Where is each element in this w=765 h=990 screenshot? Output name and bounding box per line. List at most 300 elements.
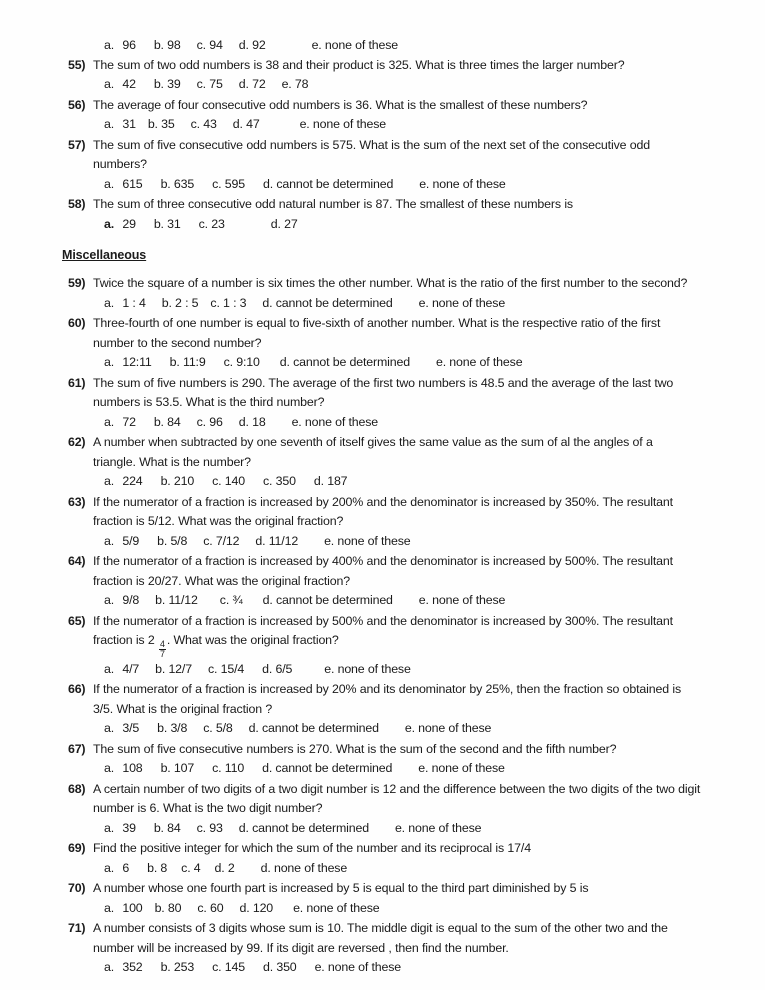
fraction-line-suffix: . What was the original fraction?	[166, 633, 339, 647]
option-a[interactable]	[104, 660, 139, 680]
option-label: a.	[104, 38, 118, 52]
question-number: 55)	[68, 57, 86, 72]
option-value: 595	[224, 176, 245, 191]
option-value: cannot be determined	[275, 295, 393, 310]
option-value: 140	[224, 474, 245, 488]
option-value: 5/8	[215, 721, 233, 736]
option-value: 350	[276, 960, 297, 975]
option-label: c.	[190, 117, 204, 131]
option-label: b.	[153, 38, 168, 52]
question-continuation-line	[56, 512, 725, 532]
option-a[interactable]	[104, 215, 136, 235]
option-a[interactable]	[104, 719, 139, 739]
option-a[interactable]	[104, 115, 136, 135]
question-block	[56, 96, 725, 135]
option-value: none of these	[431, 295, 506, 310]
option-label: b.	[153, 216, 168, 231]
options-row-67	[56, 759, 725, 779]
option-label: b.	[154, 900, 168, 915]
option-e[interactable]	[300, 115, 386, 135]
option-value: 9/8	[122, 593, 140, 607]
option-label: d.	[255, 533, 269, 548]
option-e[interactable]	[293, 899, 379, 919]
option-c[interactable]	[208, 660, 244, 680]
option-value: 8	[160, 860, 168, 875]
option-c[interactable]	[197, 413, 223, 433]
option-label: a.	[104, 176, 118, 191]
option-b[interactable]	[155, 591, 198, 611]
option-value: 92	[252, 38, 266, 52]
question-text: numbers?	[93, 157, 147, 171]
option-value: ¾	[232, 593, 243, 607]
options-row-66	[56, 719, 725, 739]
option-value: 47	[246, 117, 260, 131]
question-continuation-line	[56, 155, 725, 175]
option-a[interactable]	[104, 413, 136, 433]
options-row-69	[56, 859, 725, 879]
question-continuation-line	[56, 453, 725, 473]
option-label: e.	[418, 761, 432, 776]
question-number: 64)	[68, 554, 86, 568]
option-b[interactable]	[170, 353, 206, 373]
option-b[interactable]	[147, 859, 167, 879]
option-d[interactable]	[263, 175, 393, 195]
option-label: b.	[160, 960, 174, 975]
option-value: 187	[327, 474, 348, 488]
option-value: none of these	[337, 533, 411, 548]
option-value: 42	[122, 77, 136, 91]
option-a[interactable]	[104, 819, 136, 839]
option-label: a.	[104, 474, 118, 488]
option-e[interactable]	[419, 591, 505, 611]
questions-group-before-heading	[56, 56, 725, 235]
option-c[interactable]	[197, 899, 223, 919]
question-block	[56, 552, 725, 611]
options-row-70	[56, 899, 725, 919]
question-text: number to the second number?	[93, 335, 262, 350]
option-label: b.	[157, 721, 171, 736]
question-text: A number whose one fourth part is increased by 5 is equal to the third part diminished by 5 is	[93, 881, 589, 896]
option-value: 35	[161, 117, 175, 131]
option-a[interactable]	[104, 859, 129, 879]
option-a[interactable]	[104, 899, 143, 919]
question-first-line	[56, 56, 725, 76]
option-value: 93	[209, 820, 223, 835]
option-b[interactable]	[155, 899, 182, 919]
option-label: d.	[262, 593, 276, 607]
option-value: 72	[252, 77, 266, 91]
option-label: c.	[212, 474, 225, 488]
question-block	[56, 740, 725, 779]
option-c[interactable]	[197, 36, 223, 56]
option-e[interactable]	[324, 660, 410, 680]
option-label: c.	[212, 761, 225, 776]
question-block	[56, 780, 725, 839]
question-first-line	[56, 552, 725, 572]
options-row-60	[56, 353, 725, 373]
option-label: b.	[160, 761, 174, 776]
option-d[interactable]	[249, 719, 379, 739]
option-value: 80	[167, 900, 182, 915]
option-label: e.	[418, 295, 432, 310]
option-b[interactable]	[154, 36, 181, 56]
option-label: c.	[210, 295, 224, 310]
option-label: b.	[155, 593, 169, 607]
option-label: a.	[104, 820, 118, 835]
option-value: 31	[167, 216, 181, 231]
question-block	[56, 919, 725, 978]
question-number: 62)	[68, 435, 86, 449]
option-label: d.	[248, 721, 262, 736]
option-b[interactable]	[154, 413, 181, 433]
option-e[interactable]	[292, 413, 378, 433]
option-value: none of these	[432, 593, 506, 607]
option-value: 5/8	[170, 533, 188, 548]
option-c[interactable]	[199, 215, 225, 235]
question-text: If the numerator of a fraction is increased by 400% and the denominator is increased by 500%. The resultant	[93, 554, 673, 568]
option-label: e.	[404, 721, 419, 736]
options-row-59	[56, 294, 725, 314]
option-d[interactable]	[262, 759, 392, 779]
option-value: 6/5	[275, 661, 293, 676]
option-label: e.	[299, 117, 313, 131]
option-value: 110	[224, 761, 245, 776]
option-a[interactable]	[104, 759, 143, 779]
question-first-line	[56, 314, 725, 334]
question-text	[93, 631, 725, 660]
option-e[interactable]	[405, 719, 491, 739]
option-c[interactable]	[212, 175, 245, 195]
option-d[interactable]	[215, 859, 235, 879]
question-text: number will be increased by 99. If its digit are reversed , then find the number.	[93, 940, 509, 955]
option-label: e.	[281, 77, 295, 91]
option-value: 84	[167, 820, 181, 835]
option-b[interactable]	[162, 294, 199, 314]
options-row-56	[56, 115, 725, 135]
option-c[interactable]	[197, 819, 223, 839]
option-label: e.	[293, 900, 307, 915]
option-value: cannot be determined	[275, 761, 393, 776]
question-block	[56, 612, 725, 680]
options-row-62	[56, 472, 725, 492]
option-label: c.	[198, 216, 212, 231]
option-c[interactable]	[191, 115, 217, 135]
option-label: b.	[147, 117, 162, 131]
question-text: If the numerator of a fraction is increased by 200% and the denominator is increased by 350%. The resultant	[93, 494, 673, 509]
option-b[interactable]	[161, 472, 195, 492]
option-label: c.	[219, 593, 233, 607]
question-text: The sum of two odd numbers is 38 and their product is 325. What is three times the larger number?	[93, 57, 625, 72]
option-d[interactable]	[240, 899, 274, 919]
option-c[interactable]	[203, 719, 232, 739]
question-number: 65)	[68, 613, 86, 628]
question-number: 60)	[68, 316, 86, 330]
option-e[interactable]	[419, 175, 505, 195]
option-value: none of these	[418, 721, 492, 736]
option-value: 96	[122, 38, 136, 52]
option-e[interactable]	[436, 353, 522, 373]
option-e[interactable]	[315, 958, 401, 978]
question-number: 70)	[68, 881, 86, 896]
option-c[interactable]	[212, 759, 244, 779]
question-block	[56, 493, 725, 552]
option-label: e.	[311, 38, 325, 52]
fraction-numerator: 4	[160, 639, 165, 650]
option-value: 12/7	[168, 661, 192, 676]
options-row-orphan	[56, 36, 725, 56]
option-d[interactable]	[263, 591, 393, 611]
option-value: 108	[122, 761, 143, 776]
question-first-line	[56, 839, 725, 859]
option-label: c.	[212, 960, 225, 975]
option-e[interactable]	[282, 75, 309, 95]
option-label: c.	[197, 900, 211, 915]
question-number: 59)	[68, 276, 86, 290]
option-value: none of these	[327, 960, 402, 975]
option-value: 120	[252, 900, 274, 915]
question-first-line	[56, 96, 725, 116]
option-value: 12:11	[122, 355, 152, 369]
option-value: 2	[227, 860, 235, 875]
question-first-line	[56, 274, 725, 294]
options-row-64	[56, 591, 725, 611]
option-label: c.	[212, 176, 225, 191]
option-label: c.	[196, 77, 210, 91]
options-row-57	[56, 175, 725, 195]
option-a[interactable]	[104, 958, 143, 978]
option-b[interactable]	[155, 660, 192, 680]
option-label: e.	[314, 960, 328, 975]
question-block	[56, 56, 725, 95]
question-text: numbers is 53.5. What is the third number?	[93, 395, 325, 409]
option-label: c.	[263, 474, 276, 488]
option-d[interactable]	[280, 353, 410, 373]
option-value: 96	[209, 414, 223, 429]
option-d[interactable]	[239, 413, 266, 433]
question-number: 56)	[68, 97, 86, 112]
option-d[interactable]	[271, 215, 298, 235]
option-label: a.	[104, 355, 118, 369]
option-e[interactable]	[418, 759, 504, 779]
question-block	[56, 136, 725, 195]
option-b[interactable]	[154, 75, 181, 95]
option-value: 615	[122, 176, 143, 191]
question-first-line	[56, 433, 725, 453]
options-row-71	[56, 958, 725, 978]
option-value: cannot be determined	[252, 820, 369, 835]
option-value: cannot be determined	[261, 721, 379, 736]
option-label: d.	[262, 661, 276, 676]
option-d[interactable]	[261, 859, 347, 879]
option-value: 94	[209, 38, 223, 52]
option-label: c.	[223, 355, 237, 369]
option-value: cannot be determined	[275, 593, 393, 607]
option-value: 29	[122, 216, 136, 231]
option-label: a.	[104, 593, 118, 607]
option-e[interactable]	[395, 819, 481, 839]
option-a[interactable]	[104, 353, 152, 373]
question-text: The sum of five consecutive numbers is 270. What is the sum of the second and the fifth number?	[93, 741, 617, 756]
option-value: 2 : 5	[175, 295, 199, 310]
option-value: 352	[122, 960, 143, 975]
option-label: e.	[324, 661, 338, 676]
option-value: none of these	[408, 820, 482, 835]
options-row-65	[56, 660, 725, 680]
option-value: none of these	[273, 860, 348, 875]
option-label: c.	[196, 820, 210, 835]
option-c[interactable]	[224, 353, 260, 373]
option-label: d.	[270, 216, 285, 231]
option-d[interactable]	[262, 294, 392, 314]
option-value: 11/12	[268, 533, 299, 548]
option-value: 78	[294, 77, 309, 91]
option-value: 60	[210, 900, 224, 915]
option-label: d.	[279, 355, 294, 369]
option-a[interactable]	[104, 175, 143, 195]
option-value: 635	[173, 176, 195, 191]
option-value: none of these	[431, 761, 505, 776]
option-d[interactable]	[239, 75, 266, 95]
option-c[interactable]	[212, 958, 245, 978]
option-label: b.	[161, 295, 176, 310]
option-label: e.	[435, 355, 450, 369]
option-label: b.	[153, 820, 168, 835]
option-d[interactable]	[255, 532, 298, 552]
option-value: 27	[284, 216, 298, 231]
option-value: 9:10	[236, 355, 260, 369]
option-d[interactable]	[262, 660, 292, 680]
option-label: d.	[238, 414, 253, 429]
option-c[interactable]	[263, 472, 296, 492]
option-label: a.	[104, 721, 118, 736]
option-d[interactable]	[233, 115, 260, 135]
question-text: The average of four consecutive odd numbers is 36. What is the smallest of these numbers?	[93, 97, 588, 112]
option-e[interactable]	[419, 294, 505, 314]
option-value: 23	[211, 216, 225, 231]
option-b[interactable]	[161, 175, 195, 195]
question-continuation-line	[56, 799, 725, 819]
question-text: A number when subtracted by one seventh of itself gives the same value as the sum of al the angles of a	[93, 435, 653, 449]
option-label: c.	[196, 414, 210, 429]
question-continuation-line	[56, 572, 725, 592]
option-label: d.	[239, 900, 253, 915]
option-a[interactable]	[104, 36, 136, 56]
option-a[interactable]	[104, 294, 146, 314]
orphan-options-row	[56, 36, 725, 56]
option-a[interactable]	[104, 75, 136, 95]
option-c[interactable]	[203, 532, 239, 552]
option-label: b.	[153, 414, 168, 429]
option-label: d.	[263, 176, 277, 191]
option-value: 43	[203, 117, 217, 131]
options-row-68	[56, 819, 725, 839]
question-number: 66)	[68, 682, 86, 697]
option-d[interactable]	[314, 472, 348, 492]
option-value: 100	[122, 900, 143, 915]
option-d[interactable]	[263, 958, 297, 978]
option-value: 4	[193, 860, 201, 875]
option-value: 145	[224, 960, 245, 975]
option-d[interactable]	[239, 819, 369, 839]
option-label: e.	[291, 414, 305, 429]
option-c[interactable]	[212, 472, 245, 492]
option-value: none of these	[449, 355, 523, 369]
option-label: d.	[263, 960, 277, 975]
option-c[interactable]	[197, 75, 223, 95]
option-c[interactable]	[181, 859, 200, 879]
option-b[interactable]	[157, 719, 187, 739]
question-first-line	[56, 919, 725, 939]
option-label: a.	[104, 661, 118, 676]
question-text: fraction is 5/12. What was the original fraction?	[93, 514, 344, 528]
option-value: 84	[167, 414, 181, 429]
option-b[interactable]	[161, 958, 195, 978]
option-label: c.	[207, 661, 221, 676]
option-value: 253	[173, 960, 195, 975]
option-e[interactable]	[312, 36, 398, 56]
option-label: d.	[238, 820, 253, 835]
option-b[interactable]	[148, 115, 175, 135]
option-label: c.	[196, 38, 210, 52]
option-value: 98	[167, 38, 181, 52]
option-value: 15/4	[220, 661, 245, 676]
option-a[interactable]	[104, 472, 143, 492]
option-label: e.	[394, 820, 409, 835]
option-label: a.	[104, 295, 118, 310]
option-value: 11:9	[183, 355, 206, 369]
option-value: 18	[252, 414, 266, 429]
option-label: e.	[419, 176, 433, 191]
option-value: cannot be determined	[293, 355, 410, 369]
option-a[interactable]	[104, 591, 139, 611]
question-text: The sum of five consecutive odd numbers is 575. What is the sum of the next set of the consecutive odd	[93, 137, 650, 152]
option-label: d.	[313, 474, 328, 488]
section-heading-miscellaneous: Miscellaneous	[62, 248, 147, 262]
document-content	[34, 36, 731, 978]
option-a[interactable]	[104, 532, 139, 552]
option-label: c.	[181, 860, 194, 875]
option-b[interactable]	[157, 532, 187, 552]
fraction-line-prefix: fraction is 2	[93, 633, 158, 647]
question-number: 71)	[68, 921, 86, 936]
option-b[interactable]	[161, 759, 195, 779]
option-c[interactable]	[220, 591, 243, 611]
option-b[interactable]	[154, 819, 181, 839]
option-label: b.	[147, 860, 161, 875]
question-first-line	[56, 136, 725, 156]
option-label: e.	[418, 593, 433, 607]
options-row-55	[56, 75, 725, 95]
options-row-63	[56, 532, 725, 552]
question-continuation-line	[56, 393, 725, 413]
option-e[interactable]	[324, 532, 410, 552]
option-d[interactable]	[239, 36, 266, 56]
question-block	[56, 433, 725, 492]
option-label: a.	[104, 900, 118, 915]
option-label: b.	[155, 661, 169, 676]
option-label: a.	[104, 117, 118, 131]
option-value: 224	[122, 474, 143, 488]
option-label: a.	[104, 860, 118, 875]
question-text: The sum of five numbers is 290. The average of the first two numbers is 48.5 and the average of the last two	[93, 375, 674, 390]
option-c[interactable]	[210, 294, 246, 314]
options-row-58	[56, 215, 725, 235]
option-label: a.	[104, 761, 118, 776]
option-b[interactable]	[154, 215, 181, 235]
stacked-fraction	[159, 640, 166, 659]
question-block	[56, 839, 725, 878]
option-label: d.	[262, 761, 276, 776]
